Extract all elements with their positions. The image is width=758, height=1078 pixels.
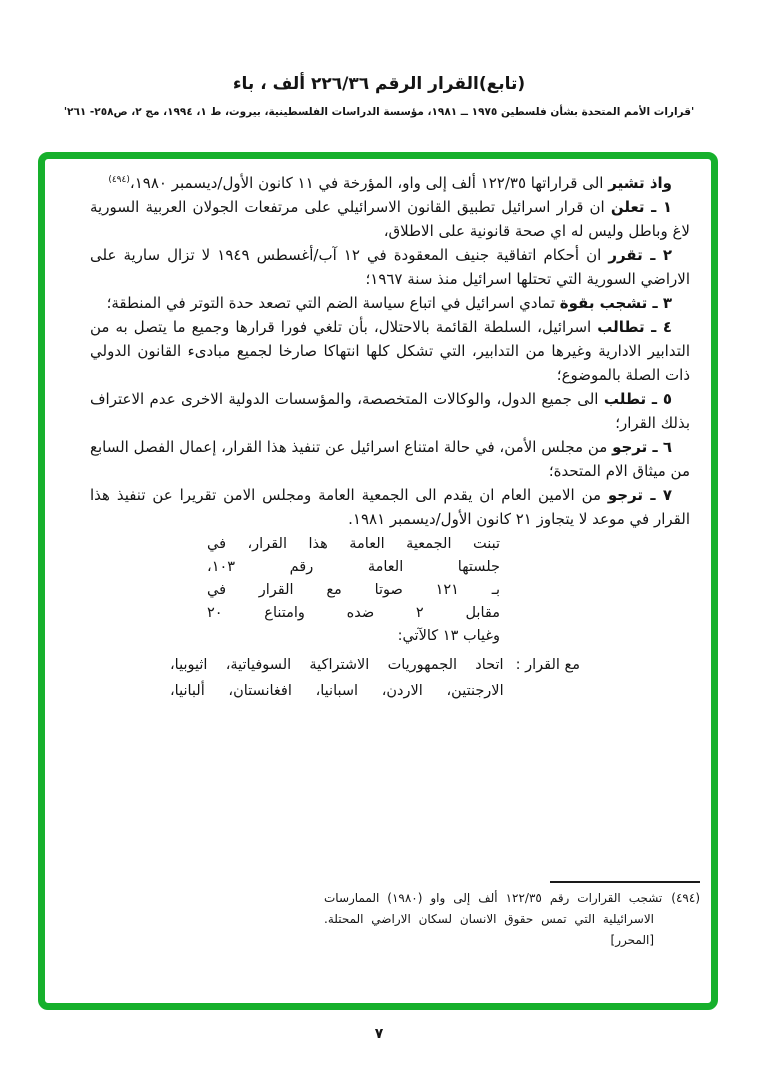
adoption-note-line: وغياب ١٣ كالآتي: [397,628,500,644]
source-citation-line: 'قرارات الأمم المتحدة بشأن فلسطين ١٩٧٥ ــ ١٩٨١، مؤسسة الدراسات الفلسطينية، بيروت، ط ١، ١٩٩٤، مج ٢، ص٢٥٨- ٢٦١' [63,106,695,118]
page-number: ٧ [374,1026,384,1042]
clause-label: ٧ ـ ترجو [607,486,672,504]
footnote-text-block [324,888,700,951]
preamble-text: الى قراراتها ١٢٢/٣٥ ألف إلى واو، المؤرخة في ١١ كانون الأول/ديسمبر ١٩٨٠، [129,174,609,192]
voting-for-line: الارجنتين، الاردن، اسبانيا، افغانستان، ألبانيا، [170,683,504,699]
voting-for-line: اتحاد الجمهوريات الاشتراكية السوفياتية، اثيوبيا، [170,657,504,673]
adoption-note-line: تبنت الجمعية العامة هذا القرار، في [207,536,500,552]
clause-label: ٦ ـ ترجو [612,438,672,456]
clause-text: ان أحكام اتفاقية جنيف المعقودة في ١٢ آب/أغسطس ١٩٤٩ لا تزال سارية على الاراضي السورية التي تحتلها اسرائيل منذ سنة ١٩٦٧؛ [90,246,690,288]
adoption-note-line: مقابل ٢ ضده وامتناع ٢٠ [207,605,500,621]
resolution-clause [90,483,690,531]
clause-text: اسرائيل، السلطة القائمة بالاحتلال، بأن تلغي فورا قرارها وجميع ما يتصل به من التدابير الادارية وغيرها من التدابير، التي تشكل كلها انتهاكا صارخا لجميع مبادىء القانون الدولي ذات الصلة بالموضوع؛ [90,318,690,384]
clause-label: ٥ ـ تطلب [603,390,672,408]
adoption-note [207,533,500,648]
footnote-separator-rule [550,881,700,883]
footnote-text: تشجب القرارات رقم ١٢٢/٣٥ ألف إلى واو (١٩٨٠) الممارسات الاسرائيلية التي تمس حقوق الانسان لسكان الاراضي المحتلة. [المحرر] [324,891,663,947]
resolution-clause [90,291,690,315]
clause-text: تمادي اسرائيل في اتباع سياسة الضم التي تصعد حدة التوتر في المنطقة؛ [106,294,560,312]
footnote-reference: (٤٩٤) [108,175,130,185]
adoption-note-line: بـ ١٢١ صوتا مع القرار في [207,582,500,598]
document-title: (تابع)القرار الرقم ٢٢٦/٣٦ ألف ، باء [232,74,526,94]
resolution-clause [90,315,690,387]
resolution-clause [90,243,690,291]
clause-text: الى جميع الدول، والوكالات المتخصصة، والمؤسسات الدولية الاخرى عدم الاعتراف بذلك القرار؛ [90,390,690,432]
resolution-clauses [90,195,690,531]
highlight-frame [38,152,718,1010]
clause-label: ٣ ـ تشجب بقوة [559,294,672,312]
resolution-clause [90,435,690,483]
voting-roll [170,652,580,704]
clause-text: ان قرار اسرائيل تطبيق القانون الاسرائيلي على مرتفعات الجولان العربية السورية لاغ وباطل وليس له اي صحة قانونية على الاطلاق، [90,198,690,240]
clause-text: من مجلس الأمن، في حالة امتناع اسرائيل عن تنفيذ هذا القرار، إعمال الفصل السابع من ميثاق الام المتحدة؛ [90,438,690,480]
voting-for-countries [170,652,504,704]
footnote [324,881,700,951]
resolution-text-block [45,159,711,704]
clause-label: ١ ـ تعلن [610,198,672,216]
resolution-clause [90,387,690,435]
preamble-lead: واذ تشير [608,174,672,192]
clause-text: من الامين العام ان يقدم الى الجمعية العامة ومجلس الامن تقريرا عن تنفيذ هذا القرار في موعد لا يتجاوز ٢١ كانون الأول/ديسمبر ١٩٨١. [90,486,690,528]
footnote-marker: (٤٩٤) [671,891,700,905]
adoption-note-line: جلستها العامة رقم ١٠٣، [207,559,500,575]
resolution-clause [90,195,690,243]
resolution-preamble [90,171,690,195]
clause-label: ٤ ـ تطالب [597,318,672,336]
clause-label: ٢ ـ تقرر [608,246,672,264]
voting-for-label: مع القرار : [515,657,580,673]
